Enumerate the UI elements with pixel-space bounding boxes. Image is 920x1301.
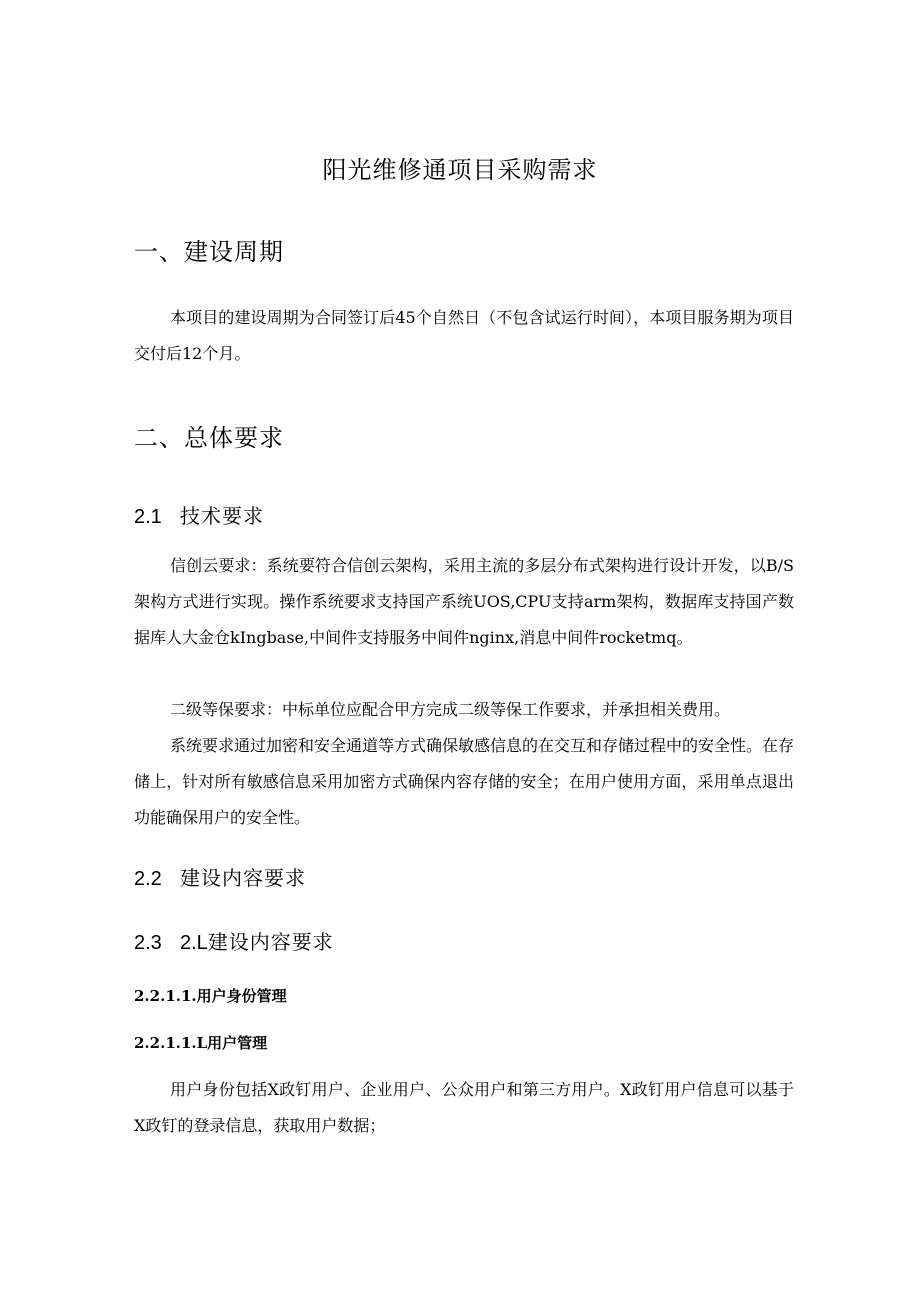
subsection-title: 建设内容要求 [180, 866, 306, 890]
subsection-heading-technical [134, 500, 264, 529]
subsection-title: 技术要求 [180, 504, 264, 528]
section-heading-construction-period: 一、建设周期 [134, 238, 284, 266]
subsection-prefix: 2.L [180, 932, 208, 954]
heading-user-identity-management: 2.2.1.1.用户身份管理 [134, 987, 287, 1005]
paragraph-user-identity: 用户身份包括X政钉用户、企业用户、公众用户和第三方用户。X政钉用户信息可以基于X政钉的登录信息，获取用户数据； [134, 1080, 794, 1135]
subsection-heading-content-2-3 [134, 926, 334, 955]
paragraph-xinchuang-cloud: 信创云要求：系统要符合信创云架构，采用主流的多层分布式架构进行设计开发，以B/S架构方式进行实现。操作系统要求支持国产系统UOS,CPU支持arm架构，数据库支持国产数据库人大金仓kIngbase,中间件支持服务中间件nginx,消息中间件rocketmq。 [134, 556, 794, 647]
paragraph-construction-period: 本项目的建设周期为合同签订后45个自然日（不包含试运行时间），本项目服务期为项目交付后12个月。 [134, 308, 794, 363]
subsection-title: 建设内容要求 [207, 930, 334, 954]
subsection-number: 2.2 [134, 868, 162, 890]
section-heading-general-requirements: 二、总体要求 [134, 424, 284, 452]
paragraph-level2-protection: 二级等保要求：中标单位应配合甲方完成二级等保工作要求，并承担相关费用。 [170, 700, 731, 719]
heading-user-management: 2.2.1.1.L用户管理 [134, 1034, 268, 1052]
subsection-number: 2.3 [134, 932, 162, 954]
subsection-heading-content-2-2 [134, 862, 306, 891]
subsection-number: 2.1 [134, 506, 162, 528]
document-title: 阳光维修通项目采购需求 [322, 156, 598, 184]
paragraph-security: 系统要求通过加密和安全通道等方式确保敏感信息的在交互和存储过程中的安全性。在存储上，针对所有敏感信息采用加密方式确保内容存储的安全；在用户使用方面，采用单点退出功能确保用户的安全性。 [134, 736, 795, 827]
